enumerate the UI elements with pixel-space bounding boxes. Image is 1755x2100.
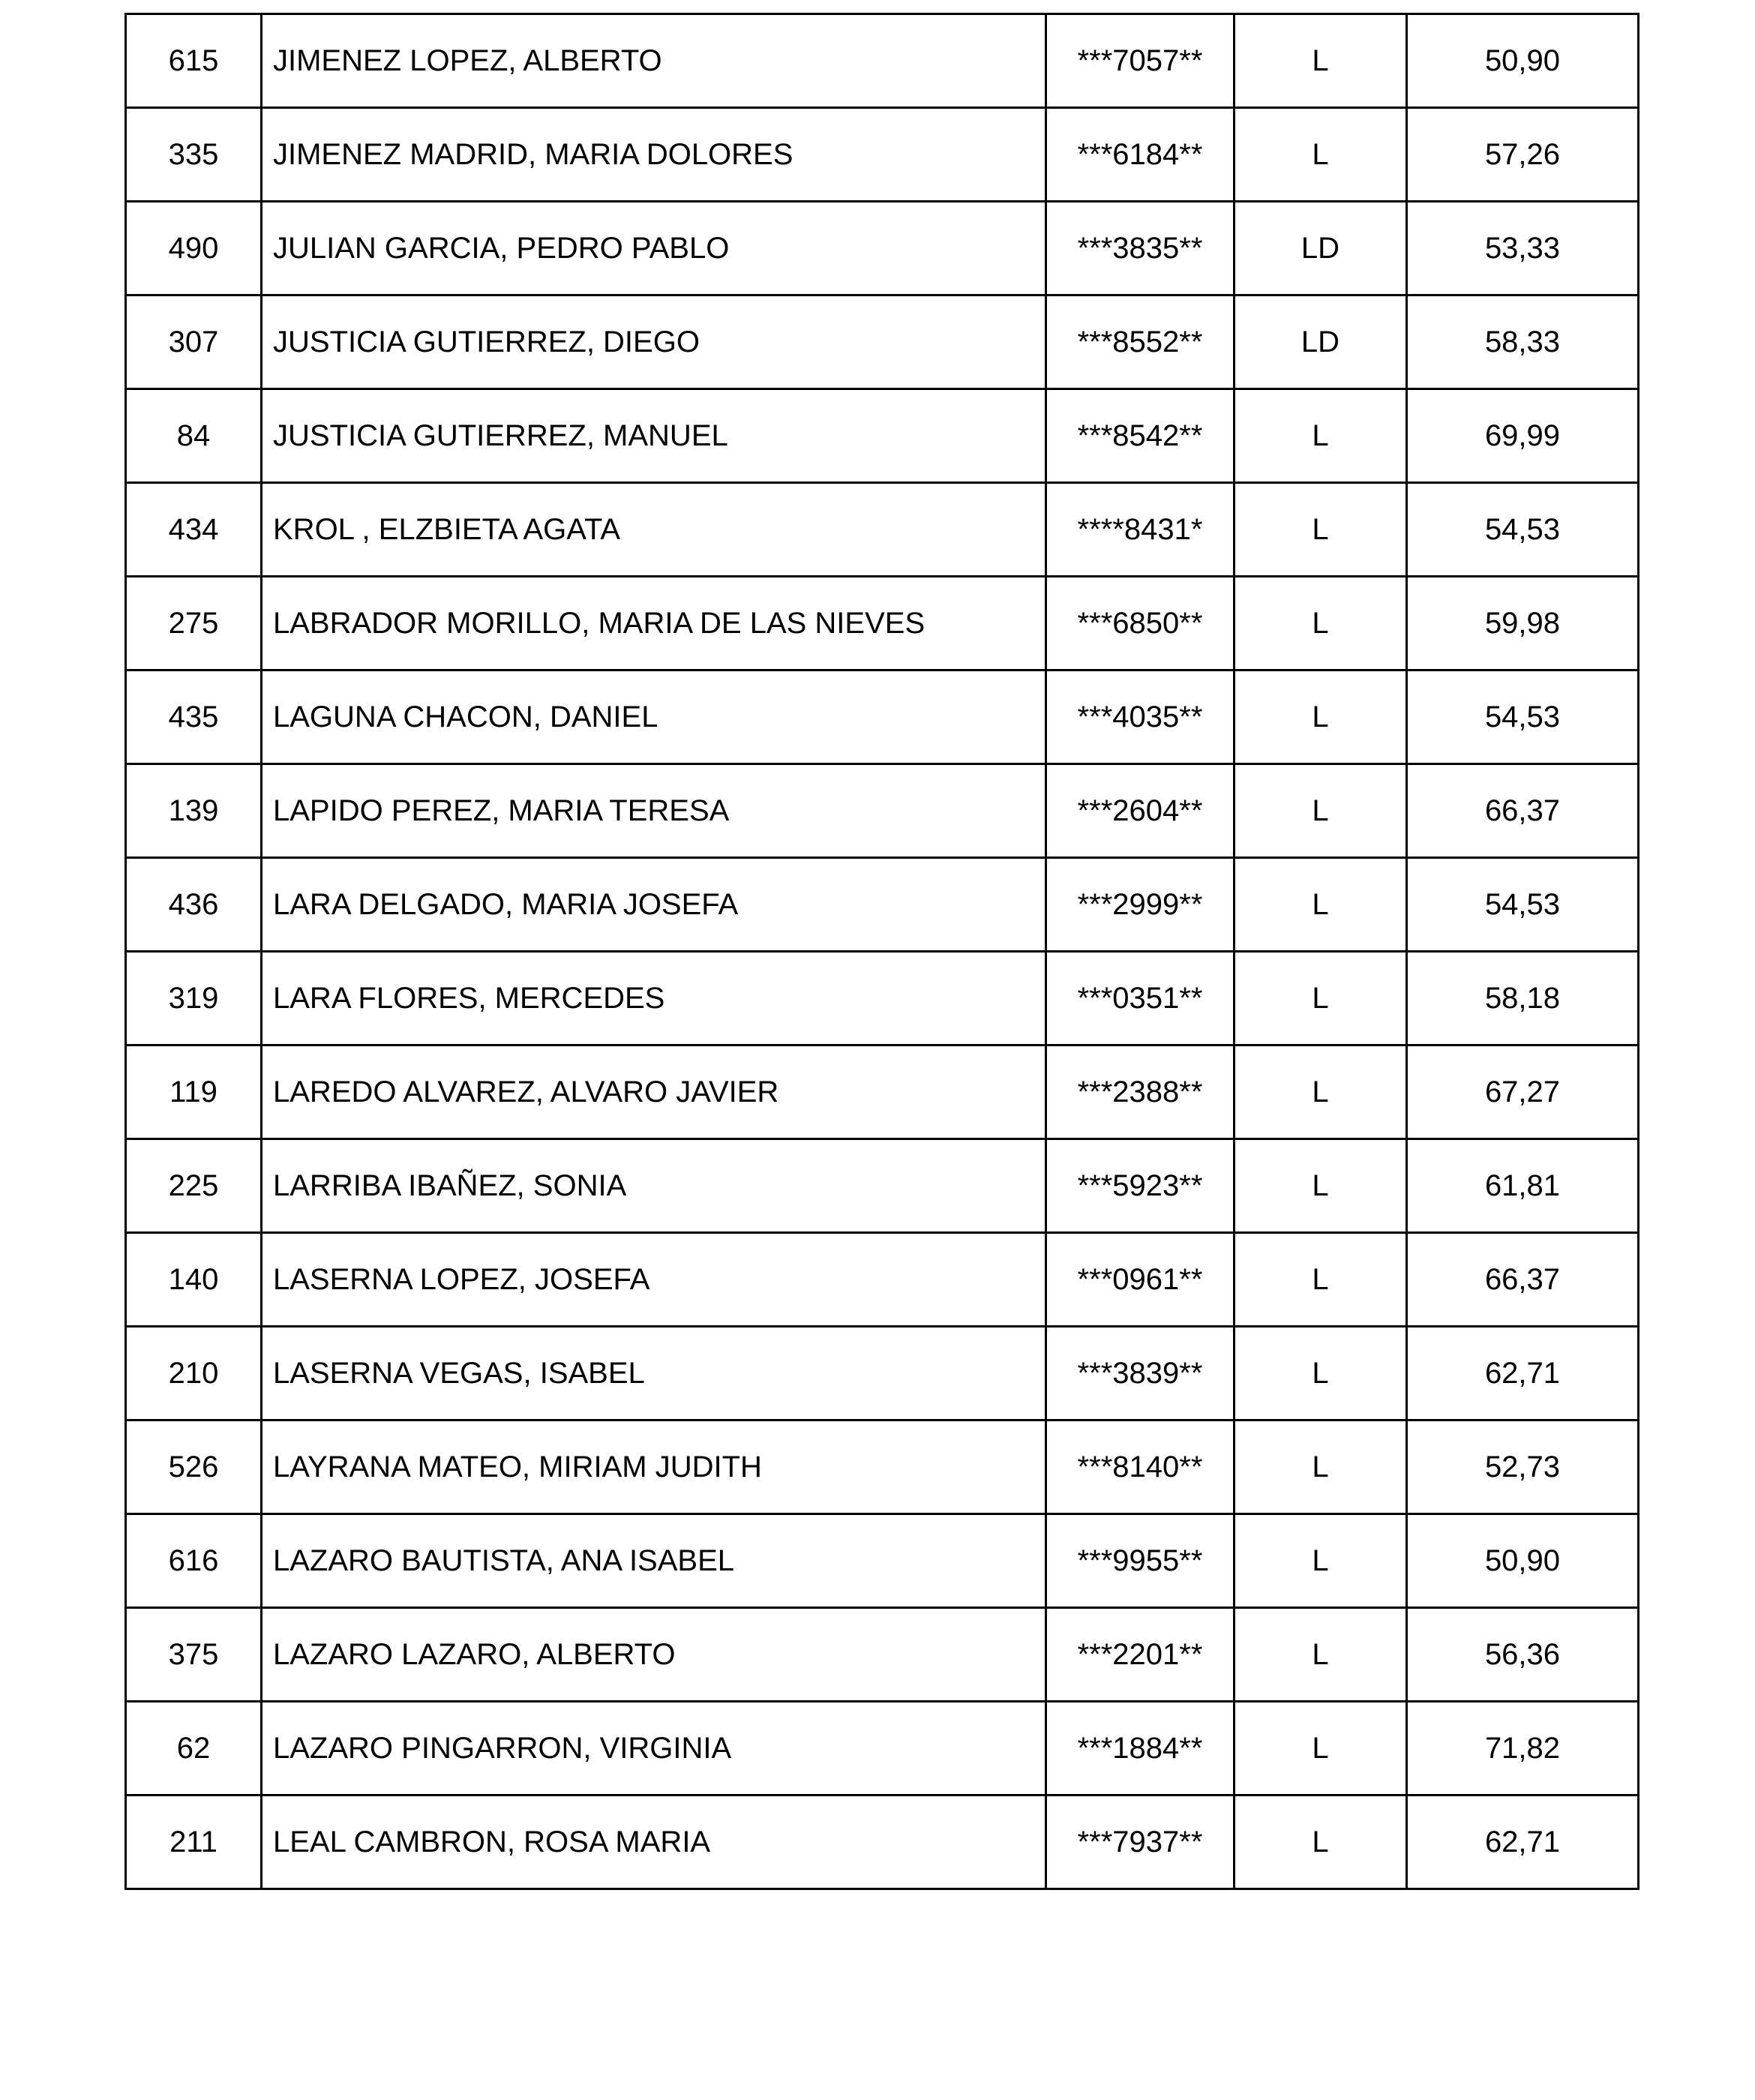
table-row (126, 1702, 1639, 1796)
candidate-score: 58,33 (1407, 296, 1639, 389)
candidate-masked-id: ***7937** (1046, 1796, 1234, 1889)
candidate-name: JUSTICIA GUTIERREZ, DIEGO (262, 296, 1046, 389)
candidate-masked-id: ***2999** (1046, 858, 1234, 952)
candidate-name: LABRADOR MORILLO, MARIA DE LAS NIEVES (262, 577, 1046, 670)
candidate-number: 210 (126, 1327, 262, 1420)
candidate-type: L (1234, 858, 1407, 952)
candidate-score: 69,99 (1407, 389, 1639, 483)
candidate-score: 67,27 (1407, 1046, 1639, 1139)
candidate-name: LARA FLORES, MERCEDES (262, 952, 1046, 1046)
candidate-score: 66,37 (1407, 1233, 1639, 1327)
candidate-score: 54,53 (1407, 670, 1639, 764)
candidate-number: 335 (126, 108, 262, 202)
table-row (126, 483, 1639, 577)
candidate-name: LASERNA LOPEZ, JOSEFA (262, 1233, 1046, 1327)
candidate-type: L (1234, 670, 1407, 764)
candidate-score: 61,81 (1407, 1139, 1639, 1233)
candidate-score: 66,37 (1407, 764, 1639, 858)
candidate-type: L (1234, 1420, 1407, 1514)
table-row (126, 1139, 1639, 1233)
candidate-masked-id: ***3835** (1046, 202, 1234, 296)
candidate-number: 434 (126, 483, 262, 577)
candidate-number: 211 (126, 1796, 262, 1889)
candidate-name: LARRIBA IBAÑEZ, SONIA (262, 1139, 1046, 1233)
candidate-name: LEAL CAMBRON, ROSA MARIA (262, 1796, 1046, 1889)
candidate-masked-id: ***2201** (1046, 1608, 1234, 1702)
candidate-type: L (1234, 1327, 1407, 1420)
candidate-name: LAREDO ALVAREZ, ALVARO JAVIER (262, 1046, 1046, 1139)
candidate-name: LAZARO LAZARO, ALBERTO (262, 1608, 1046, 1702)
table-row (126, 1796, 1639, 1889)
candidate-type: L (1234, 1608, 1407, 1702)
candidate-masked-id: ***0351** (1046, 952, 1234, 1046)
candidate-name: JIMENEZ LOPEZ, ALBERTO (262, 14, 1046, 108)
candidate-number: 616 (126, 1514, 262, 1608)
candidate-number: 84 (126, 389, 262, 483)
candidate-type: L (1234, 389, 1407, 483)
table-row (126, 108, 1639, 202)
table-row (126, 1514, 1639, 1608)
candidate-type: L (1234, 108, 1407, 202)
candidate-score: 57,26 (1407, 108, 1639, 202)
table-row (126, 670, 1639, 764)
candidate-name: KROL , ELZBIETA AGATA (262, 483, 1046, 577)
candidate-name: JUSTICIA GUTIERREZ, MANUEL (262, 389, 1046, 483)
candidate-score: 52,73 (1407, 1420, 1639, 1514)
candidate-score: 62,71 (1407, 1327, 1639, 1420)
candidate-masked-id: ***9955** (1046, 1514, 1234, 1608)
candidate-list-body (126, 14, 1639, 1889)
table-row (126, 858, 1639, 952)
candidate-number: 140 (126, 1233, 262, 1327)
candidate-type: L (1234, 952, 1407, 1046)
candidate-masked-id: ***3839** (1046, 1327, 1234, 1420)
candidate-masked-id: ***2388** (1046, 1046, 1234, 1139)
candidate-number: 275 (126, 577, 262, 670)
candidate-name: LAPIDO PEREZ, MARIA TERESA (262, 764, 1046, 858)
candidate-name: LAZARO BAUTISTA, ANA ISABEL (262, 1514, 1046, 1608)
candidate-masked-id: ***8140** (1046, 1420, 1234, 1514)
table-row (126, 296, 1639, 389)
candidate-score: 71,82 (1407, 1702, 1639, 1796)
candidate-score: 58,18 (1407, 952, 1639, 1046)
candidate-type: L (1234, 764, 1407, 858)
candidate-masked-id: ***7057** (1046, 14, 1234, 108)
table-row (126, 1233, 1639, 1327)
candidate-type: L (1234, 1796, 1407, 1889)
candidate-score: 54,53 (1407, 483, 1639, 577)
table-row (126, 1327, 1639, 1420)
table-row (126, 1608, 1639, 1702)
table-row (126, 202, 1639, 296)
candidate-type: L (1234, 1046, 1407, 1139)
candidate-type: L (1234, 577, 1407, 670)
candidate-score: 62,71 (1407, 1796, 1639, 1889)
candidate-name: LAYRANA MATEO, MIRIAM JUDITH (262, 1420, 1046, 1514)
candidate-number: 490 (126, 202, 262, 296)
candidate-score: 59,98 (1407, 577, 1639, 670)
candidate-number: 225 (126, 1139, 262, 1233)
candidate-score: 54,53 (1407, 858, 1639, 952)
table-row (126, 1046, 1639, 1139)
candidate-masked-id: ***8552** (1046, 296, 1234, 389)
candidate-type: LD (1234, 202, 1407, 296)
candidate-number: 435 (126, 670, 262, 764)
candidate-type: L (1234, 14, 1407, 108)
candidate-name: LARA DELGADO, MARIA JOSEFA (262, 858, 1046, 952)
candidate-score: 50,90 (1407, 14, 1639, 108)
candidate-number: 436 (126, 858, 262, 952)
candidate-name: LAGUNA CHACON, DANIEL (262, 670, 1046, 764)
candidate-masked-id: ***4035** (1046, 670, 1234, 764)
candidate-masked-id: ***8542** (1046, 389, 1234, 483)
candidate-score: 53,33 (1407, 202, 1639, 296)
candidate-masked-id: ***0961** (1046, 1233, 1234, 1327)
table-row (126, 14, 1639, 108)
candidate-number: 139 (126, 764, 262, 858)
candidate-name: JIMENEZ MADRID, MARIA DOLORES (262, 108, 1046, 202)
candidate-masked-id: ***1884** (1046, 1702, 1234, 1796)
candidate-number: 526 (126, 1420, 262, 1514)
candidate-type: LD (1234, 296, 1407, 389)
candidate-name: LAZARO PINGARRON, VIRGINIA (262, 1702, 1046, 1796)
candidate-number: 319 (126, 952, 262, 1046)
candidate-number: 615 (126, 14, 262, 108)
candidate-masked-id: ****8431* (1046, 483, 1234, 577)
table-row (126, 1420, 1639, 1514)
table-row (126, 577, 1639, 670)
candidate-name: LASERNA VEGAS, ISABEL (262, 1327, 1046, 1420)
candidate-type: L (1234, 1514, 1407, 1608)
table-row (126, 389, 1639, 483)
candidate-type: L (1234, 1139, 1407, 1233)
candidate-name: JULIAN GARCIA, PEDRO PABLO (262, 202, 1046, 296)
table-row (126, 764, 1639, 858)
candidate-list-table (124, 13, 1640, 1890)
candidate-score: 56,36 (1407, 1608, 1639, 1702)
candidate-number: 119 (126, 1046, 262, 1139)
candidate-type: L (1234, 1702, 1407, 1796)
candidate-masked-id: ***5923** (1046, 1139, 1234, 1233)
candidate-masked-id: ***6184** (1046, 108, 1234, 202)
candidate-number: 307 (126, 296, 262, 389)
candidate-number: 375 (126, 1608, 262, 1702)
candidate-type: L (1234, 1233, 1407, 1327)
candidate-masked-id: ***2604** (1046, 764, 1234, 858)
table-row (126, 952, 1639, 1046)
candidate-number: 62 (126, 1702, 262, 1796)
candidate-masked-id: ***6850** (1046, 577, 1234, 670)
candidate-score: 50,90 (1407, 1514, 1639, 1608)
candidate-type: L (1234, 483, 1407, 577)
